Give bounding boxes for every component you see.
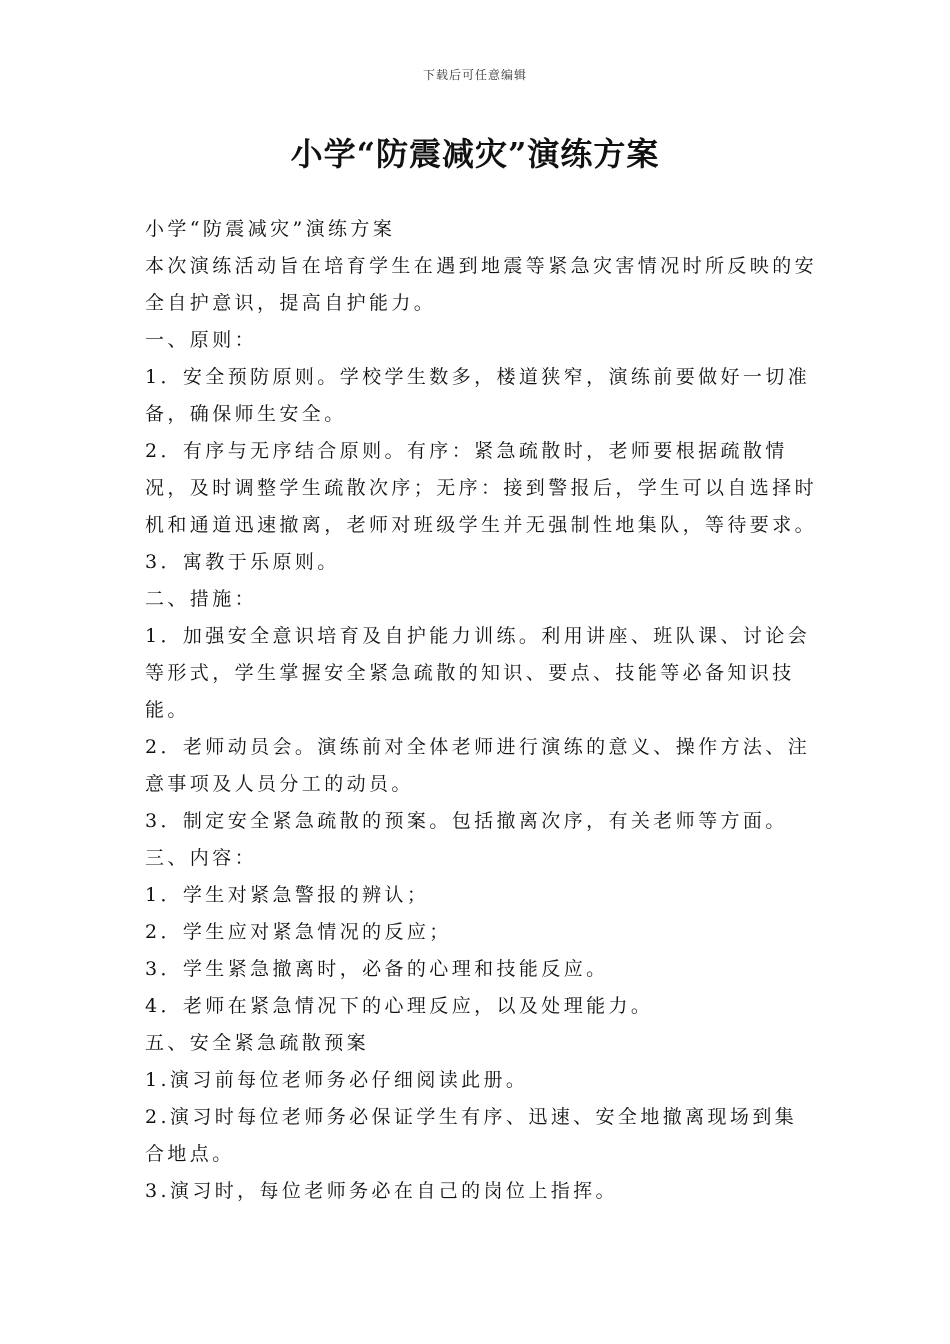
content-item-4: 4．老师在紧急情况下的心理反应，以及处理能力。 — [145, 995, 654, 1017]
document-body — [145, 211, 817, 1210]
principle-item-2: 2．有序与无序结合原则。有序：紧急疏散时，老师要根据疏散情况，及时调整学生疏散次序；无序：接到警报后，学生可以自选择时机和通道迅速撤离，老师对班级学生并无强制性地集队，等待要求。 — [145, 440, 818, 536]
section-heading-content: 三、内容： — [145, 847, 258, 869]
paragraph-subtitle: 小学“防震减灾”演练方案 — [145, 218, 396, 240]
principle-item-1: 1．安全预防原则。学校学生数多，楼道狭窄，演练前要做好一切准备，确保师生安全。 — [145, 366, 811, 425]
content-item-2: 2．学生应对紧急情况的反应； — [145, 921, 452, 943]
content-item-3: 3．学生紧急撤离时，必备的心理和技能反应。 — [145, 958, 609, 980]
section-heading-measures: 二、措施： — [145, 588, 258, 610]
plan-item-2: 2.演习时每位老师务必保证学生有序、迅速、安全地撤离现场到集合地点。 — [145, 1106, 798, 1165]
header-note: 下载后可任意编辑 — [422, 68, 527, 82]
paragraph-intro: 本次演练活动旨在培育学生在遇到地震等紧急灾害情况时所反映的安全自护意识，提高自护能力。 — [145, 255, 818, 314]
measure-item-3: 3．制定安全紧急疏散的预案。包括撤离次序，有关老师等方面。 — [145, 810, 788, 832]
plan-item-3: 3.演习时，每位老师务必在自己的岗位上指挥。 — [145, 1180, 618, 1202]
measure-item-2: 2．老师动员会。演练前对全体老师进行演练的意义、操作方法、注意事项及人员分工的动员。 — [145, 736, 811, 795]
section-heading-evacuation-plan: 五、安全紧急疏散预案 — [145, 1032, 370, 1054]
measure-item-1: 1．加强安全意识培育及自护能力训练。利用讲座、班队课、讨论会等形式，学生掌握安全紧急疏散的知识、要点、技能等必备知识技能。 — [145, 625, 811, 721]
plan-item-1: 1.演习前每位老师务必仔细阅读此册。 — [145, 1069, 529, 1091]
content-item-1: 1．学生对紧急警报的辨认； — [145, 884, 430, 906]
document-title: 小学“防震减灾”演练方案 — [290, 135, 660, 173]
principle-item-3: 3．寓教于乐原则。 — [145, 551, 340, 573]
section-heading-principles: 一、原则： — [145, 329, 258, 351]
